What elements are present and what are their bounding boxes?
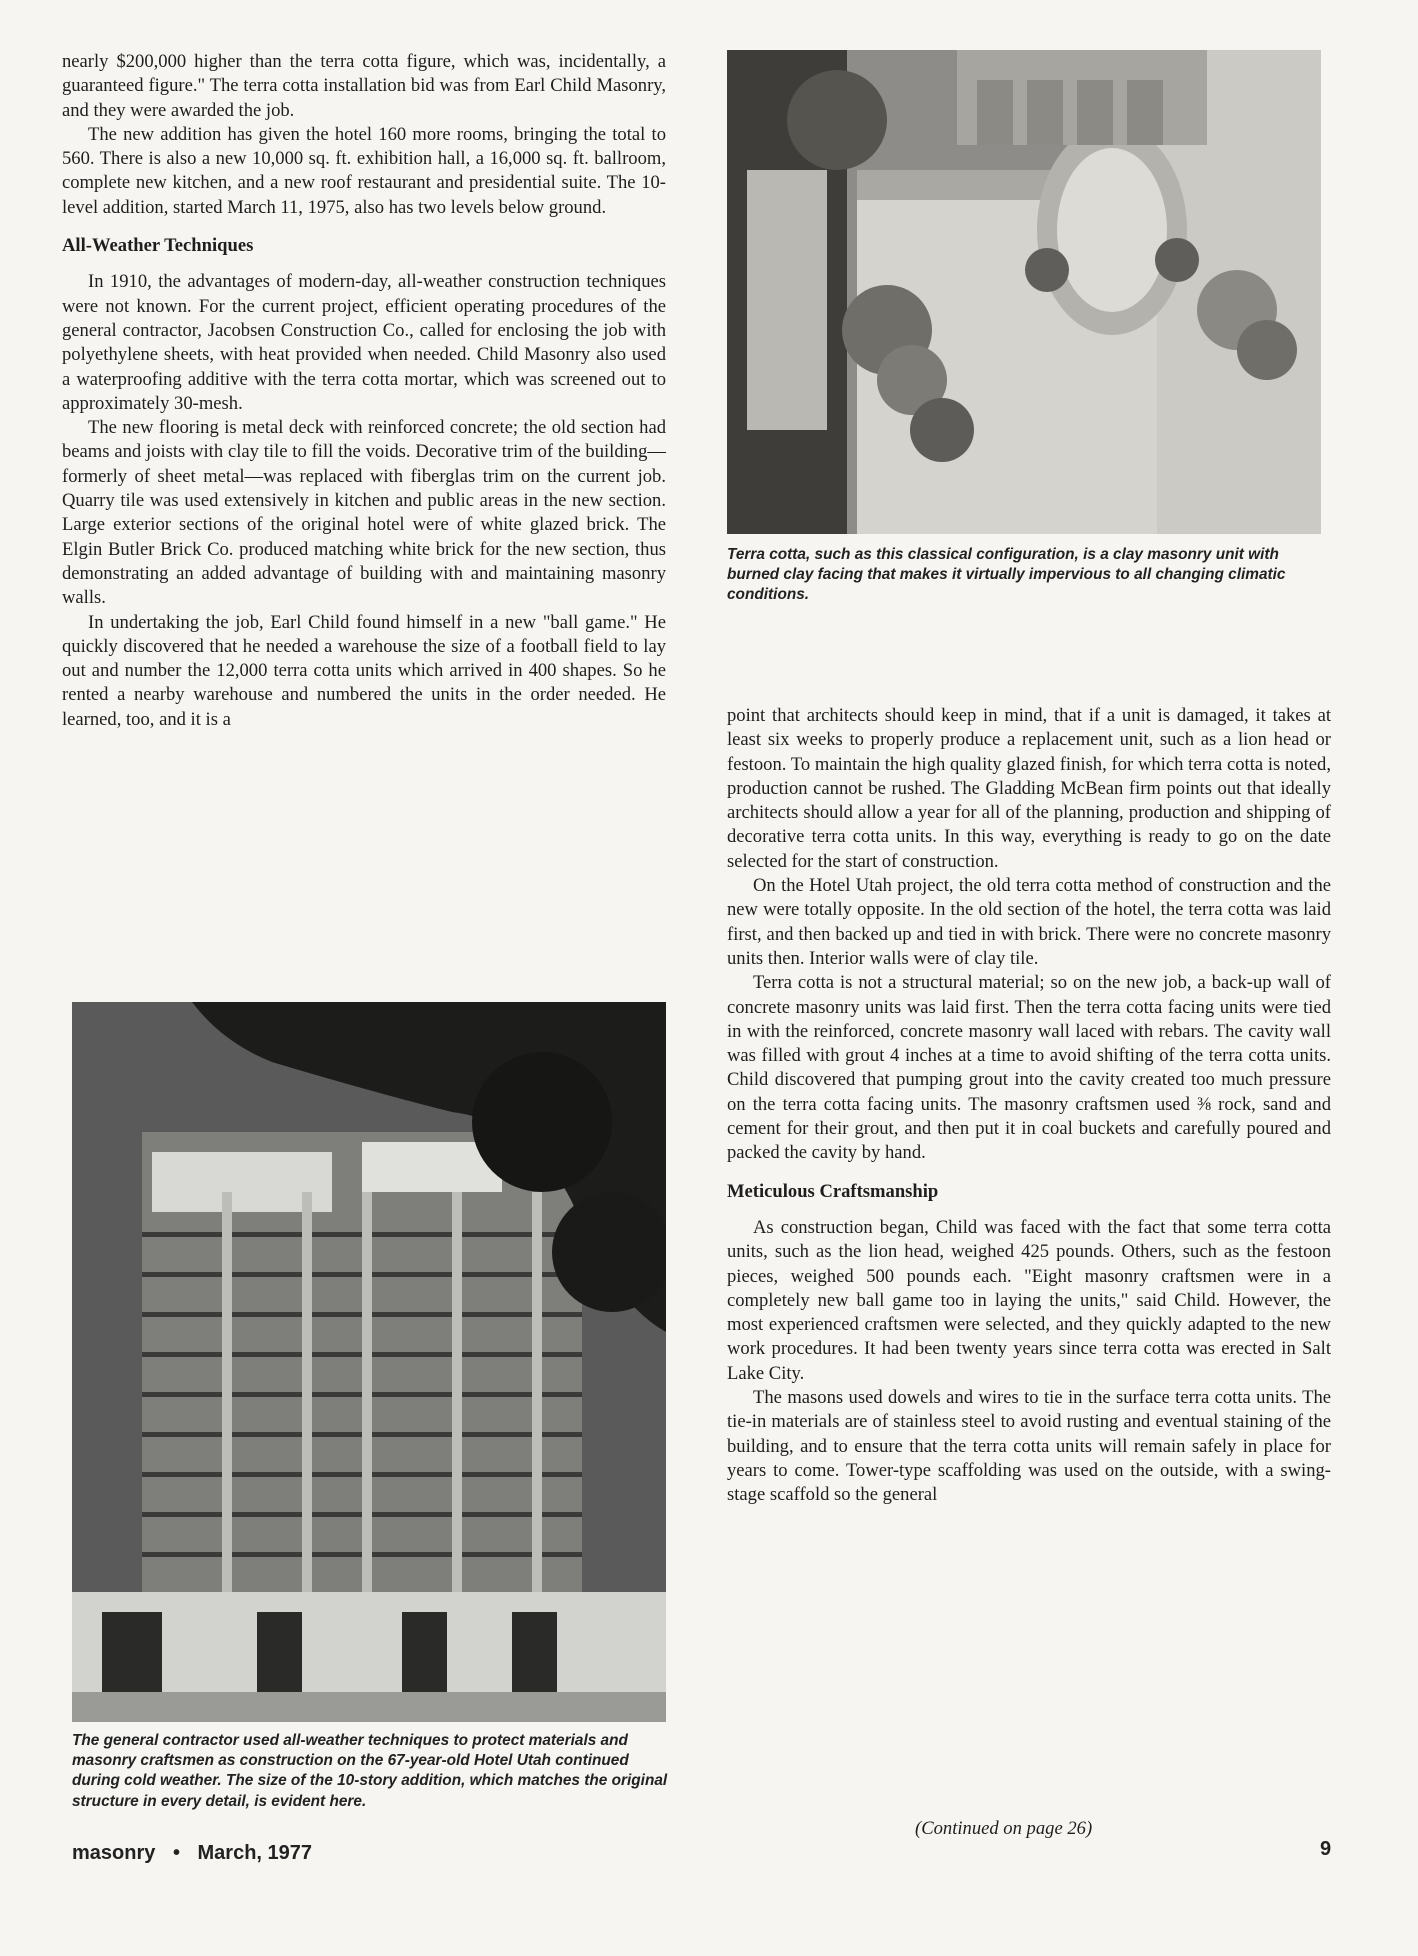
paragraph: The new flooring is metal deck with reinforced concrete; the old section had beams and joists with clay tile to fill the voids. Decorative trim of the building—formerly of sheet metal—was replaced with fiberglas trim on the current job. Quarry tile was used extensively in kitchen and public areas in the new section. Large exterior sections of the original hotel were of white glazed brick. The Elgin Butler Brick Co. produced matching white brick for the new section, thus demonstrating an added advantage of building with and maintaining masonry walls. <box>62 417 666 609</box>
paragraph: nearly $200,000 higher than the terra cotta figure, which was, incidentally, a guaranteed figure." The terra cotta installation bid was from Earl Child Masonry, and they were awarded the job. <box>62 51 666 121</box>
section-heading-all-weather: All-Weather Techniques <box>62 235 254 257</box>
terra-cotta-ornament-photo <box>727 50 1321 534</box>
paragraph: In undertaking the job, Earl Child found himself in a new "ball game." He quickly discovered that he needed a warehouse the size of a football field to lay out and number the 12,000 terra cotta units which arrived in 400 shapes. So he rented a nearby warehouse and numbered the units in the order needed. He learned, too, and it is a <box>62 611 666 730</box>
paragraph: The new addition has given the hotel 160 more rooms, bringing the total to 560. There is also a new 10,000 sq. ft. exhibition hall, a 16,000 sq. ft. ballroom, complete new kitchen, and a new roof restaurant and presidential suite. The 10-level addition, started March 11, 1975, also has two levels below ground. <box>62 123 666 218</box>
footer <box>72 1842 312 1865</box>
construction-photo-caption: The general contractor used all-weather techniques to protect materials and masonry craftsmen as construction on the 67-year-old Hotel Utah continued during cold weather. The size of the 10-story addition, which matches the original structure in every detail, is evident here. <box>72 1732 668 1810</box>
paragraph: The masons used dowels and wires to tie in the surface terra cotta units. The tie-in materials are of stainless steel to avoid rusting and eventual staining of the building, and to ensure that the terra cotta units will remain safely in place for years to come. Tower-type scaffolding was used on the outside, with a swing-stage scaffold so the general <box>727 1387 1331 1506</box>
construction-illustration <box>72 1002 666 1722</box>
continued-note: (Continued on page 26) <box>915 1818 1093 1839</box>
paragraph: point that architects should keep in mind, that if a unit is damaged, it takes at least six weeks to properly produce a replacement unit, such as a lion head or festoon. To maintain the high quality glazed finish, for which terra cotta is noted, production cannot be rushed. The Gladding McBean firm points out that ideally architects should allow a year for all of the planning, production and shipping of decorative terra cotta units. In this way, everything is ready to go on the date selected for the start of construction. <box>727 705 1331 872</box>
page-number: 9 <box>1320 1838 1332 1860</box>
terra-cotta-ornament-illustration <box>727 50 1321 534</box>
paragraph: In 1910, the advantages of modern-day, all-weather construction techniques were not known. For the current project, efficient operating procedures of the general contractor, Jacobsen Construction Co., called for enclosing the job with polyethylene sheets, with heat provided when needed. Child Masonry also used a waterproofing additive with the terra cotta mortar, which was screened out to approximately 30-mesh. <box>62 271 666 414</box>
publication-name: masonry <box>72 1842 156 1864</box>
section-heading-meticulous: Meticulous Craftsmanship <box>727 1180 939 1202</box>
left-column-text <box>62 50 666 732</box>
footer-separator: • <box>172 1842 180 1864</box>
paragraph: Terra cotta is not a structural material; so on the new job, a back-up wall of concrete masonry units was laid first. Then the terra cotta facing units were tied in with the reinforced, concrete masonry wall laced with rebars. The cavity wall was filled with grout 4 inches at a time to avoid shifting of the terra cotta units. Child discovered that pumping grout into the cavity created too much pressure on the terra cotta facing units. The masonry craftsmen used ⅜ rock, sand and cement for their grout, and then put it in coal buckets and carefully poured and packed the cavity by hand. <box>727 972 1331 1164</box>
terra-cotta-photo-caption: Terra cotta, such as this classical configuration, is a clay masonry unit with burned clay facing that makes it virtually impervious to all changing climatic conditions. <box>727 546 1286 604</box>
hotel-construction-photo <box>72 1002 666 1722</box>
paragraph: As construction began, Child was faced with the fact that some terra cotta units, such as the lion head, weighed 425 pounds. Others, such as the festoon pieces, weighed 500 pounds each. "Eight masonry craftsmen were in a completely new ball game too in laying the units," said Child. However, the most experienced craftsmen were selected, and they quickly adapted to the new work procedures. It had been twenty years since terra cotta was erected in Salt Lake City. <box>727 1216 1331 1384</box>
right-column-text <box>727 704 1331 1508</box>
publication-date: March, 1977 <box>197 1842 313 1864</box>
paragraph: On the Hotel Utah project, the old terra cotta method of construction and the new were totally opposite. In the old section of the hotel, the terra cotta was laid first, and then backed up and tied in with brick. There were no concrete masonry units then. Interior walls were of clay tile. <box>727 875 1331 969</box>
